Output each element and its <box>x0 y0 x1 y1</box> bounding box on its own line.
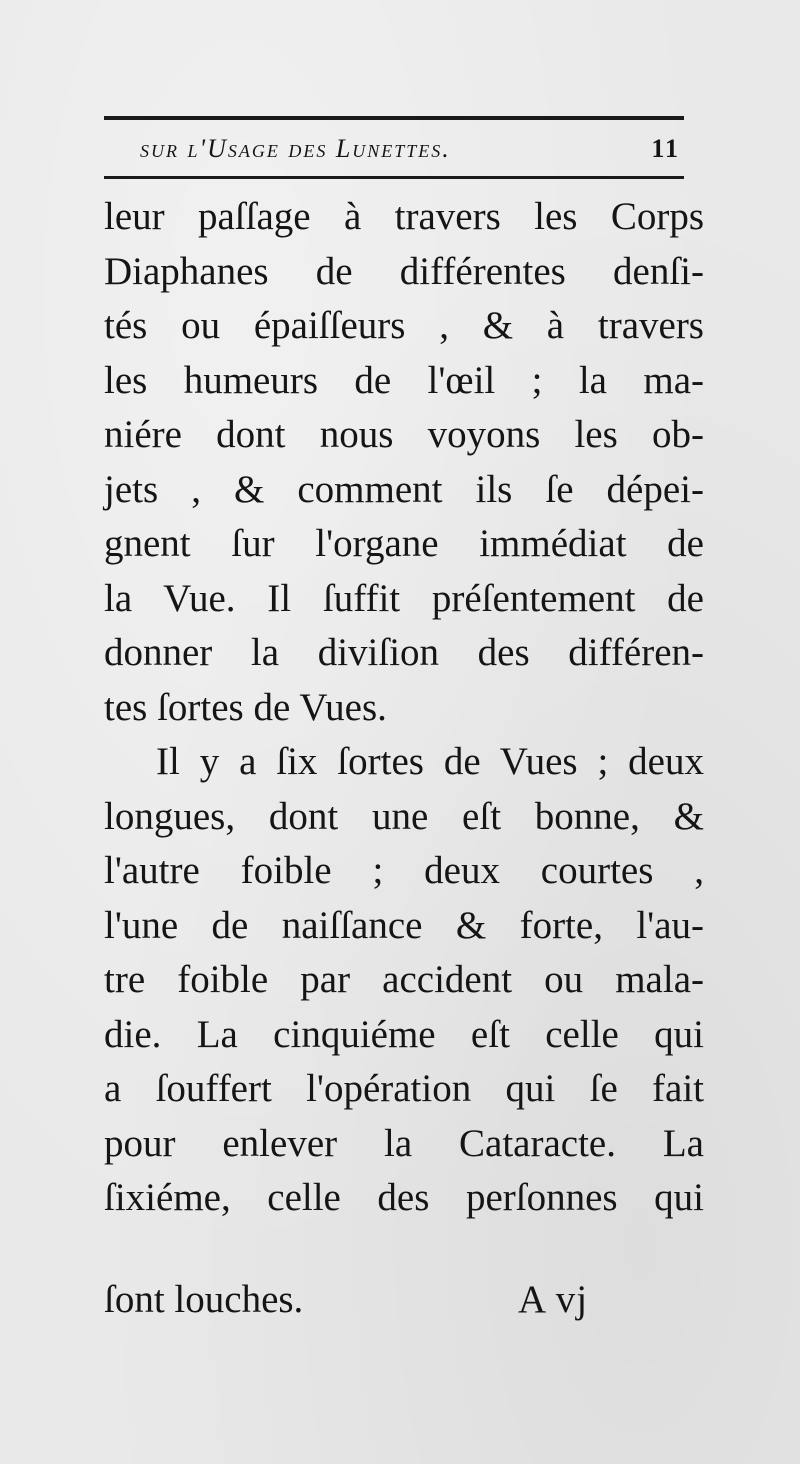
text-line: leur paſſage à travers les Corps <box>104 195 704 238</box>
text-line: niére dont nous voyons les ob- <box>104 413 704 456</box>
text-line: la Vue. Il ſuffit préſentement de <box>104 576 704 620</box>
text-line: jets , & comment ils ſe dépei- <box>104 467 704 511</box>
text-line: les humeurs de l'œil ; la ma- <box>104 358 704 402</box>
text-line: l'une de naiſſance & forte, l'au- <box>104 903 704 947</box>
running-head <box>104 128 684 170</box>
text-line: pour enlever la Cataracte. La <box>104 1121 704 1165</box>
header-rule-bottom <box>104 176 684 179</box>
signature-mark: A vj <box>518 1278 589 1321</box>
text-line: a ſouffert l'opération qui ſe fait <box>104 1067 704 1110</box>
page-footer <box>104 1272 704 1328</box>
final-text-line: ſont louches. <box>104 1278 304 1321</box>
text-line: l'autre foible ; deux courtes , <box>104 849 704 892</box>
running-head-title: sur l'Usage des Lunettes. <box>140 134 451 163</box>
text-line: Diaphanes de différentes denſi- <box>104 249 704 293</box>
text-line: tés ou épaiſſeurs , & à travers <box>104 304 704 347</box>
text-line: donner la diviſion des différen- <box>104 631 704 674</box>
page-number: 11 <box>651 134 680 163</box>
text-line: gnent ſur l'organe immédiat de <box>104 522 704 565</box>
text-line: die. La cinquiéme eſt celle qui <box>104 1012 704 1056</box>
text-line: tes ſortes de Vues. <box>104 685 387 729</box>
text-line: longues, dont une eſt bonne, & <box>104 794 704 838</box>
header-rule-top <box>104 116 684 120</box>
text-line: tre foible par accident ou mala- <box>104 958 704 1001</box>
text-line: ſixiéme, celle des perſonnes qui <box>104 1176 704 1219</box>
paragraph-first-line: Il y a ſix ſortes de Vues ; deux <box>156 740 704 783</box>
body-text <box>104 190 704 1226</box>
